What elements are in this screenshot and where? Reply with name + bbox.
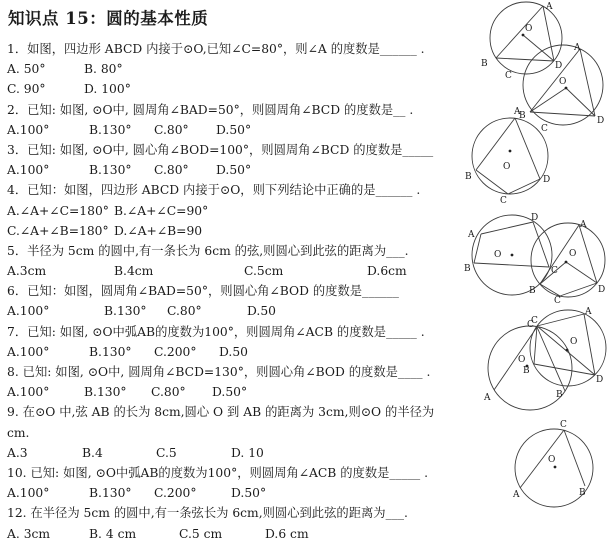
figure-8-label-b: B <box>579 488 586 498</box>
question-3-option-b: B.130° <box>89 163 132 178</box>
figure-1-chord-bd <box>496 58 554 61</box>
page-title: 知识点 15：圆的基本性质 <box>8 9 209 28</box>
figure-7-chord-ad <box>584 314 595 375</box>
question-7-option-a: A.100° <box>7 344 50 359</box>
question-7-option-b: B.130° <box>89 344 132 359</box>
question-8-option-c: C.80° <box>151 385 186 400</box>
figure-2-label-o: O <box>559 77 567 87</box>
figure-6-label-b: B <box>556 390 563 400</box>
figure-1-center-dot <box>522 34 525 37</box>
figure-7-chord-ac <box>537 314 584 326</box>
question-10-option-d: D.50° <box>231 486 267 501</box>
question-5-option-b: B.4cm <box>114 264 154 279</box>
figure-6-label-a: A <box>484 393 491 403</box>
figure-7-label-d: D <box>596 375 604 385</box>
figure-6-label-o: O <box>518 355 526 365</box>
question-1-option-d: D. 100° <box>84 82 131 97</box>
figure-6-chord-cb <box>537 327 565 391</box>
figure-8-label-c: C <box>560 420 567 430</box>
figure-2-chord-bd <box>530 112 595 116</box>
question-6-option-d: D.50 <box>247 304 276 319</box>
question-1-option-c: C. 90° <box>7 82 46 97</box>
question-7-option-d: D.50 <box>219 344 248 359</box>
figure-5-label-d: D <box>598 285 606 295</box>
question-5-option-c: C.5cm <box>244 264 284 279</box>
figure-1-label-o: O <box>525 24 533 34</box>
question-12-option-b: B. 4 cm <box>89 526 137 541</box>
figure-5-radius-od <box>566 262 597 283</box>
figure-2-chord-ab <box>530 49 580 112</box>
figure-5-chord-bc <box>540 284 560 296</box>
figure-4-label-c: C <box>551 266 558 276</box>
figure-7-center-dot <box>566 349 569 352</box>
figure-8-chord-ca <box>520 430 564 488</box>
question-1-option-a: A. 50° <box>7 62 46 77</box>
figure-5-label-o: O <box>569 249 577 259</box>
figure-5-chord-cd <box>560 283 597 296</box>
question-9-option-a: A.3 <box>7 445 28 460</box>
figure-8-chord-cb <box>564 430 585 486</box>
question-10-option-c: C.200° <box>154 486 197 501</box>
question-5-option-a: A.3cm <box>7 264 47 279</box>
figure-7-label-c: C <box>527 320 534 330</box>
figure-3 <box>465 107 550 206</box>
question-9-text-line2: cm. <box>7 425 30 440</box>
figure-3-center-dot <box>509 150 512 153</box>
figure-3-label-c: C <box>500 196 507 206</box>
figure-8-center-dot <box>554 466 557 469</box>
figure-8-label-a: A <box>513 490 520 500</box>
question-5-text: 5．半径为 5cm 的圆中,有一条长为 6cm 的弦,则圆心到此弦的距离为___. <box>7 243 409 258</box>
figure-2-label-b: B <box>519 111 526 121</box>
figure-2-chord-ad <box>580 49 595 116</box>
figure-2-radius-ob <box>530 88 566 112</box>
figure-1 <box>481 2 562 81</box>
figure-4-center-dot <box>511 254 514 257</box>
figure-3-label-o: O <box>503 162 511 172</box>
question-1-option-b: B. 80° <box>84 62 123 77</box>
figure-7-chord-bd <box>534 364 595 375</box>
question-12-text: 12. 在半径为 5cm 的圆中,有一条弦长为 6cm,则圆心到此弦的距离为___. <box>7 506 408 521</box>
figure-4-chord-bc <box>474 263 549 267</box>
figure-4-label-o: O <box>494 250 502 260</box>
question-8-option-d: D.50° <box>212 385 248 400</box>
question-3-text: 3．已知: 如图, ⊙O中, 圆心角∠BOD=100°，则圆周角∠BCD 的度数是_____ <box>7 142 434 157</box>
figure-2-label-d: D <box>597 116 605 126</box>
figure-1-label-b: B <box>481 59 488 69</box>
question-4-option-a: A.∠A+∠C=180° <box>7 203 109 218</box>
question-3-option-a: A.100° <box>7 163 50 178</box>
figure-5-label-c: C <box>554 296 561 306</box>
figure-4-label-b: B <box>464 264 471 274</box>
figure-5-center-dot <box>565 261 568 264</box>
question-6-option-b: B.130° <box>104 304 147 319</box>
question-7-option-c: C.200° <box>154 344 197 359</box>
question-10-option-b: B.130° <box>89 486 132 501</box>
question-1-text: 1．如图，四边形 ABCD 内接于⊙O,已知∠C=80°，则∠A 的度数是______ . <box>7 42 425 56</box>
question-9-option-c: C.5 <box>156 445 177 460</box>
figure-6 <box>483 316 572 410</box>
figure-2-center-dot <box>565 87 568 90</box>
figure-7-label-a: A <box>585 307 592 317</box>
question-9-text: 9. 在⊙O 中,弦 AB 的长为 8cm,圆心 O 到 AB 的距离为 3cm,则⊙O 的半径为 <box>7 405 435 420</box>
figure-3-label-b: B <box>465 172 472 182</box>
question-8-option-a: A.100° <box>7 385 50 400</box>
question-6-text: 6．已知：如图，圆周角∠BAD=50°，则圆心角∠BOD 的度数是______ <box>7 284 399 299</box>
question-8-option-b: B.130° <box>84 385 127 400</box>
figure-4-label-a: A <box>468 230 475 240</box>
question-12-option-a: A. 3cm <box>7 526 51 541</box>
question-6-option-a: A.100° <box>7 304 50 319</box>
question-2-option-d: D.50° <box>216 122 252 137</box>
question-10-text: 10. 已知: 如图, ⊙O中弧AB的度数为100°，则圆周角∠ACB 的度数是_____ . <box>7 465 428 480</box>
figure-2 <box>519 43 604 134</box>
question-9-option-b: B.4 <box>82 445 103 460</box>
question-4-option-b: B.∠A+∠C=90° <box>114 203 209 218</box>
figure-7-chord-cb <box>534 326 537 364</box>
question-10-option-a: A.100° <box>7 486 50 501</box>
question-7-text: 7．已知: 如图, ⊙O中弧AB的度数为100°，则圆周角∠ACB 的度数是_____ . <box>7 324 425 339</box>
figure-1-label-c: C <box>505 71 512 81</box>
figure-4-chord-dc <box>533 222 549 267</box>
figure-5-label-b: B <box>529 286 536 296</box>
figure-2-label-a: A <box>574 43 581 53</box>
figure-8 <box>512 420 593 507</box>
figure-3-circle <box>472 118 551 194</box>
figure-5-label-a: A <box>580 220 587 230</box>
question-4-text: 4．已知：如图，四边形 ABCD 内接于⊙O，则下列结论中正确的是______ . <box>7 183 421 198</box>
question-12-option-c: C.5 cm <box>179 526 223 541</box>
figure-3-label-d: D <box>543 175 551 185</box>
question-4-option-c: C.∠A+∠B=180° <box>7 223 109 238</box>
figure-2-radius-od <box>566 88 595 116</box>
question-9-option-d: D. 10 <box>231 445 264 460</box>
figure-4 <box>464 213 558 295</box>
figure-3-chord-bc <box>476 170 508 194</box>
figure-2-label-c: C <box>541 124 548 134</box>
question-2-option-a: A.100° <box>7 122 50 137</box>
figure-5 <box>529 220 605 306</box>
figure-5-circle <box>531 223 605 297</box>
figure-7-label-o: O <box>570 337 578 347</box>
question-2-text: 2．已知: 如图, ⊙O中, 圆周角∠BAD=50°，则圆周角∠BCD 的度数是__ . <box>7 102 414 117</box>
question-8-text: 8. 已知: 如图, ⊙O中, 圆周角∠BCD=130°，则圆心角∠BOD 的度数是____ . <box>7 365 431 379</box>
question-5-option-d: D.6cm <box>367 264 407 279</box>
figure-1-label-a: A <box>546 2 553 12</box>
figure-8-label-o: O <box>548 455 556 465</box>
figure-4-label-d: D <box>531 213 539 223</box>
figure-1-label-d: D <box>555 61 563 71</box>
question-2-option-c: C.80° <box>154 122 189 137</box>
figure-6-chord-ac <box>494 327 537 390</box>
figure-3-label-a: A <box>514 107 521 117</box>
figure-4-chord-ab <box>474 234 481 263</box>
question-4-option-d: D.∠A+∠B=90 <box>114 223 203 238</box>
figure-1-chord-ab <box>496 6 543 58</box>
question-6-option-c: C.80° <box>167 304 202 319</box>
figure-4-chord-ad <box>481 222 533 234</box>
question-2-option-b: B.130° <box>89 122 132 137</box>
question-3-option-d: D.50° <box>216 163 252 178</box>
figure-3-chord-ad <box>515 118 540 179</box>
question-12-option-d: D.6 cm <box>265 526 309 541</box>
figure-6-label-c: C <box>531 316 538 326</box>
question-3-option-c: C.80° <box>154 163 189 178</box>
figure-7-label-b: B <box>523 366 530 376</box>
